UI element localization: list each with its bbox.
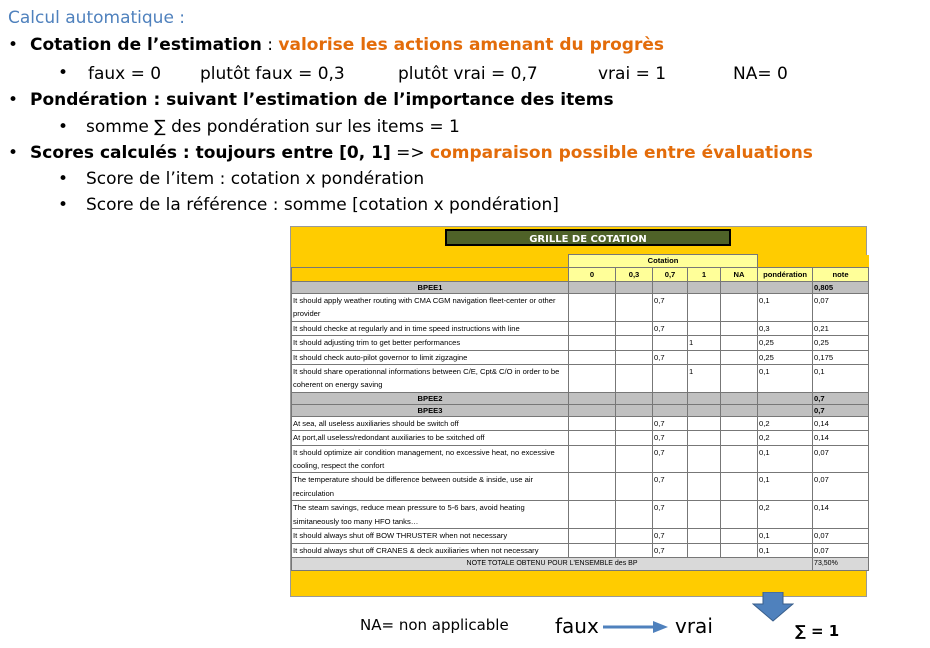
cell-07 (653, 336, 688, 350)
group-row (292, 392, 869, 404)
cell-ponderation: 0,2 (758, 501, 813, 529)
cell-ponderation: 0,25 (758, 350, 813, 364)
cell-na (721, 529, 758, 543)
cell-03 (616, 336, 653, 350)
table-row (292, 473, 869, 501)
cell-1 (688, 501, 721, 529)
cell-03 (616, 350, 653, 364)
cell-1: 1 (688, 336, 721, 350)
bullet-ponderation (8, 90, 614, 110)
cell-ponderation: 0,1 (758, 529, 813, 543)
group-note: 0,805 (813, 282, 869, 294)
cell-na (721, 294, 758, 322)
cell-1 (688, 473, 721, 501)
table-row (292, 543, 869, 557)
cell-ponderation: 0,1 (758, 445, 813, 473)
cotation-value-na: NA= 0 (733, 64, 788, 84)
table-row (292, 365, 869, 393)
table-row (292, 336, 869, 350)
cell-ponderation: 0,2 (758, 431, 813, 445)
item-text: It should always shut off CRANES & deck auxiliaries when not necessary (292, 543, 569, 557)
cell-0 (569, 365, 616, 393)
cell-1 (688, 294, 721, 322)
bullet-ponderation-sub (58, 117, 460, 137)
cell-note: 0,21 (813, 321, 869, 335)
column-header-0: 0 (569, 268, 616, 282)
table-row (292, 321, 869, 335)
cell-03 (616, 473, 653, 501)
cotation-value-faux: faux = 0 (88, 64, 162, 84)
table-cell (721, 392, 758, 404)
bullet-dot: • (58, 117, 69, 137)
cell-note: 0,1 (813, 365, 869, 393)
cell-note: 0,14 (813, 431, 869, 445)
scores-highlight: comparaison possible entre évaluations (430, 143, 813, 163)
bullet-dot: • (58, 195, 69, 215)
table-cell (758, 282, 813, 294)
cell-07: 0,7 (653, 445, 688, 473)
header-blank (758, 255, 869, 268)
ponderation-label: Pondération : suivant l’estimation de l’importance des items (30, 90, 614, 110)
cell-1 (688, 445, 721, 473)
cell-0 (569, 529, 616, 543)
cell-note: 0,07 (813, 445, 869, 473)
slide-title: Calcul automatique : (8, 8, 186, 28)
scores-sub-ref: Score de la référence : somme [cotation x pondération] (86, 195, 559, 215)
cell-ponderation: 0,25 (758, 336, 813, 350)
sigma-sum: ∑ = 1 (795, 622, 840, 640)
column-header-03: 0,3 (616, 268, 653, 282)
cell-0 (569, 445, 616, 473)
cell-03 (616, 416, 653, 430)
grid-title: GRILLE DE COTATION (445, 229, 731, 246)
column-header-ponderation: pondération (758, 268, 813, 282)
cell-0 (569, 501, 616, 529)
table-cell (721, 282, 758, 294)
cell-0 (569, 321, 616, 335)
table-cell (653, 392, 688, 404)
cell-na (721, 543, 758, 557)
item-text: At port,all useless/redondant auxiliaries to be sxitched off (292, 431, 569, 445)
bullet-dot: • (8, 90, 19, 110)
group-note: 0,7 (813, 404, 869, 416)
cell-03 (616, 529, 653, 543)
table-cell (653, 282, 688, 294)
cotation-label: Cotation de l’estimation (30, 35, 262, 55)
header-blank (292, 255, 569, 268)
ponderation-sub-text: somme ∑ des pondération sur les items = 1 (86, 117, 460, 137)
na-note: NA= non applicable (360, 616, 509, 634)
group-name: BPEE3 (292, 404, 569, 416)
item-text: It should optimize air condition management, no excessive heat, no excessive cooling, respect the confort (292, 445, 569, 473)
cell-03 (616, 543, 653, 557)
item-text: The steam savings, reduce mean pressure to 5-6 bars, avoid heating simitaneously too many HFO tanks… (292, 501, 569, 529)
vrai-label: vrai (675, 614, 713, 638)
table-header-row-1 (292, 255, 869, 268)
cell-1 (688, 543, 721, 557)
column-header-note: note (813, 268, 869, 282)
cell-07: 0,7 (653, 431, 688, 445)
total-row (292, 557, 869, 570)
cell-note: 0,14 (813, 416, 869, 430)
item-text: It should apply weather routing with CMA CGM navigation fleet-center or other provider (292, 294, 569, 322)
faux-label: faux (555, 614, 599, 638)
total-value: 73,50% (813, 557, 869, 570)
cell-1 (688, 350, 721, 364)
item-text: It should checke at regularly and in time speed instructions with line (292, 321, 569, 335)
column-header-07: 0,7 (653, 268, 688, 282)
table-cell (569, 282, 616, 294)
cell-ponderation: 0,3 (758, 321, 813, 335)
cell-note: 0,07 (813, 529, 869, 543)
bullet-dot: • (8, 35, 19, 55)
cell-note: 0,175 (813, 350, 869, 364)
group-name: BPEE1 (292, 282, 569, 294)
cell-07: 0,7 (653, 321, 688, 335)
cell-na (721, 416, 758, 430)
cell-03 (616, 445, 653, 473)
item-text: It should check auto-pilot governor to limit zigzagine (292, 350, 569, 364)
table-cell (653, 404, 688, 416)
scores-label: Scores calculés : toujours entre [0, 1] (30, 143, 391, 163)
cell-1 (688, 321, 721, 335)
bullet-cotation (8, 35, 664, 55)
cell-07: 0,7 (653, 416, 688, 430)
cell-07: 0,7 (653, 529, 688, 543)
header-cotation: Cotation (569, 255, 758, 268)
cell-ponderation: 0,2 (758, 416, 813, 430)
cell-03 (616, 501, 653, 529)
table-cell (616, 392, 653, 404)
cell-na (721, 365, 758, 393)
cell-03 (616, 365, 653, 393)
bullet-dot: • (58, 169, 69, 189)
arrow-right-icon (603, 620, 669, 634)
cell-na (721, 431, 758, 445)
cell-na (721, 350, 758, 364)
item-text: It should always shut off BOW THRUSTER when not necessary (292, 529, 569, 543)
cell-0 (569, 294, 616, 322)
table-cell (688, 282, 721, 294)
table-row (292, 501, 869, 529)
cell-07 (653, 365, 688, 393)
scores-sub-item: Score de l’item : cotation x pondération (86, 169, 425, 189)
table-row (292, 294, 869, 322)
cell-07: 0,7 (653, 543, 688, 557)
cell-0 (569, 473, 616, 501)
cell-0 (569, 431, 616, 445)
cell-07: 0,7 (653, 501, 688, 529)
arrow-down-icon (752, 592, 794, 622)
cell-03 (616, 431, 653, 445)
cell-03 (616, 294, 653, 322)
scores-sep: => (390, 143, 431, 163)
cotation-value-plutot-faux: plutôt faux = 0,3 (200, 64, 345, 84)
cell-03 (616, 321, 653, 335)
cell-07: 0,7 (653, 473, 688, 501)
table-cell (569, 392, 616, 404)
cell-na (721, 321, 758, 335)
group-row (292, 404, 869, 416)
cell-0 (569, 543, 616, 557)
cell-ponderation: 0,1 (758, 294, 813, 322)
bullet-cotation-sub (58, 63, 86, 83)
item-text: It should adjusting trim to get better performances (292, 336, 569, 350)
cell-1 (688, 529, 721, 543)
cell-ponderation: 0,1 (758, 543, 813, 557)
group-row (292, 282, 869, 294)
cotation-value-plutot-vrai: plutôt vrai = 0,7 (398, 64, 538, 84)
cotation-sep: : (261, 35, 279, 55)
table-cell (688, 404, 721, 416)
table-cell (688, 392, 721, 404)
total-label: NOTE TOTALE OBTENU POUR L'ENSEMBLE des BP (292, 557, 813, 570)
bullet-scores-sub-2 (58, 195, 559, 215)
group-note: 0,7 (813, 392, 869, 404)
cell-note: 0,07 (813, 294, 869, 322)
table-row (292, 445, 869, 473)
bullet-scores (8, 143, 813, 163)
cell-ponderation: 0,1 (758, 365, 813, 393)
column-header-1: 1 (688, 268, 721, 282)
header-blank (292, 268, 569, 282)
table-cell (569, 404, 616, 416)
bullet-dot: • (8, 143, 19, 163)
cell-0 (569, 416, 616, 430)
cotation-value-vrai: vrai = 1 (598, 64, 667, 84)
cotation-highlight: valorise les actions amenant du progrès (278, 35, 665, 55)
table-cell (758, 404, 813, 416)
cotation-grid (290, 226, 867, 597)
cell-note: 0,07 (813, 473, 869, 501)
bullet-scores-sub-1 (58, 169, 424, 189)
cell-0 (569, 336, 616, 350)
cell-note: 0,25 (813, 336, 869, 350)
cell-na (721, 473, 758, 501)
cell-0 (569, 350, 616, 364)
table-row (292, 416, 869, 430)
cell-1 (688, 416, 721, 430)
table-row (292, 431, 869, 445)
cell-ponderation: 0,1 (758, 473, 813, 501)
table-row (292, 529, 869, 543)
cell-note: 0,07 (813, 543, 869, 557)
table-cell (758, 392, 813, 404)
cell-07: 0,7 (653, 350, 688, 364)
table-header-row-2 (292, 268, 869, 282)
cell-na (721, 445, 758, 473)
table-cell (616, 404, 653, 416)
bullet-dot: • (58, 63, 69, 83)
cotation-table (291, 254, 869, 571)
table-row (292, 350, 869, 364)
cell-1: 1 (688, 365, 721, 393)
cell-1 (688, 431, 721, 445)
item-text: The temperature should be difference between outside & inside, use air recirculation (292, 473, 569, 501)
table-cell (721, 404, 758, 416)
column-header-na: NA (721, 268, 758, 282)
item-text: It should share operationnal informations between C/E, Cpt& C/O in order to be coherent on energy saving (292, 365, 569, 393)
cell-note: 0,14 (813, 501, 869, 529)
cell-na (721, 501, 758, 529)
cell-na (721, 336, 758, 350)
table-cell (616, 282, 653, 294)
item-text: At sea, all useless auxiliaries should be switch off (292, 416, 569, 430)
cell-07: 0,7 (653, 294, 688, 322)
group-name: BPEE2 (292, 392, 569, 404)
